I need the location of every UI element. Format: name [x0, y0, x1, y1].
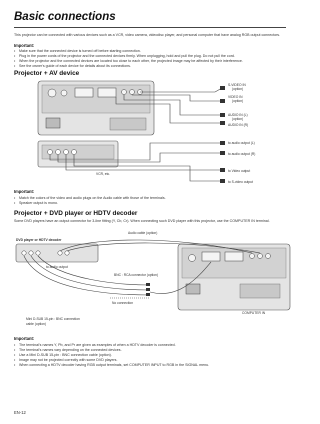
list-item: • Speaker output is mono.	[14, 201, 288, 206]
label-svideo-in: S-VIDEO IN	[228, 83, 246, 87]
label-audio-in-l: AUDIO IN (L)	[228, 113, 248, 117]
label-audio-option: (option)	[232, 117, 244, 121]
important-label-3: Important:	[14, 336, 35, 341]
label-audio-in-r: AUDIO IN (R)	[228, 123, 249, 127]
label-bnc-rca: BNC : RCA connector (option)	[114, 273, 158, 277]
label-to-audio-l: to audio output (L)	[228, 141, 255, 145]
list-item: • See the owner's guide of each device for details about its connections.	[14, 64, 288, 69]
section-heading-dvd: Projector + DVD player or HDTV decoder	[14, 210, 138, 217]
label-mini-dsub-option: cable (option)	[26, 322, 46, 326]
list-item: • The terminal's names Y, Pb, and Pr are given as examples of when a HDTV decoder is connected.	[14, 343, 288, 348]
dvd-body-text: Some DVD players have an output connector for 3-line fitting (Y, Cb, Cr). When connecting such DVD player with this projector, use the COMPUTER IN terminal.	[14, 219, 270, 223]
page-title: Basic connections	[14, 11, 116, 23]
intro-text: This projector can be connected with various devices such as a VCR, video camera, videodisc player, and personal computer that have analog RGB output connectors.	[14, 33, 281, 37]
label-computer-in: COMPUTER IN	[242, 311, 266, 315]
label-dvd-player: DVD player or HDTV decoder	[16, 238, 62, 242]
list-item: • The terminal's names vary depending on the connected devices.	[14, 348, 288, 353]
list-item: • Plug in the power cords of the projector and the connected devices firmly. When unplugging, hold and pull the plug. Do not pull the cord.	[14, 54, 288, 59]
label-no-connection: No connection	[112, 301, 134, 305]
list-item: • Image may not be projected correctly with some DVD players.	[14, 358, 288, 363]
label-video-in: VIDEO IN	[228, 95, 243, 99]
label-svideo-option: (option)	[232, 87, 244, 91]
important-list-3	[14, 343, 288, 368]
list-item: • When connecting a HDTV decoder having RGB output terminals, set COMPUTER INPUT to RGB in the SIGNAL menu.	[14, 363, 288, 368]
label-to-audio-r: to audio output (R)	[228, 152, 256, 156]
label-to-audio-out: to audio output	[46, 265, 68, 269]
label-video-option: (option)	[232, 99, 244, 103]
list-item: • Use a Mini D-SUB 15-pin : BNC connection cable (option).	[14, 353, 288, 358]
label-to-svideo: to S-video output	[228, 180, 253, 184]
label-audio-cable: Audio cable (option)	[128, 231, 158, 235]
label-mini-dsub: Mini D-SUB 15-pin : BNC connection	[26, 317, 80, 321]
page-number: EN-12	[14, 410, 26, 415]
important-label-1: Important:	[14, 43, 35, 48]
label-vcr: VCR, etc.	[96, 172, 111, 176]
list-item: • When the projector and the connected devices are located too close to each other, the projected image may be affected by their interference.	[14, 59, 288, 64]
important-label-2: Important:	[14, 189, 35, 194]
section-heading-av: Projector + AV device	[14, 70, 80, 77]
list-item: • Match the colors of the video and audio plugs on the Audio cable with those of the terminals.	[14, 196, 288, 201]
list-item: • Make sure that the connected device is turned off before starting connection.	[14, 49, 288, 54]
label-to-video: to Video output	[228, 169, 251, 173]
